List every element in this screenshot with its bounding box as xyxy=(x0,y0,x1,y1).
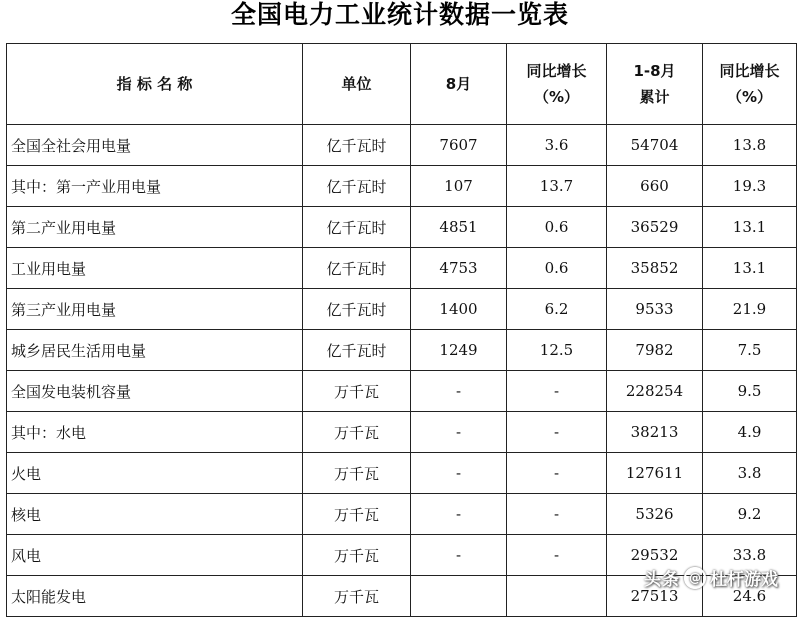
row-cumulative-yoy-value: 21.9 xyxy=(703,289,797,330)
table-row xyxy=(7,330,797,371)
row-cumulative-yoy-value: 24.6 xyxy=(703,576,797,617)
row-month-value: 7607 xyxy=(411,125,507,166)
row-cumulative-yoy-value: 3.8 xyxy=(703,453,797,494)
row-unit: 万千瓦 xyxy=(303,494,411,535)
row-month-value: 107 xyxy=(411,166,507,207)
header-cumulative xyxy=(607,44,703,125)
row-name: 其中：水电 xyxy=(7,412,303,453)
row-cumulative-value: 54704 xyxy=(607,125,703,166)
row-month-value: 4851 xyxy=(411,207,507,248)
table-row xyxy=(7,412,797,453)
row-month-value: 1400 xyxy=(411,289,507,330)
header-yoy xyxy=(507,44,607,125)
header-yoy-line2: （%） xyxy=(533,88,580,106)
row-cumulative-value: 36529 xyxy=(607,207,703,248)
row-cumulative-value: 35852 xyxy=(607,248,703,289)
row-unit: 亿千瓦时 xyxy=(303,166,411,207)
watermark-prefix: 头条 xyxy=(644,570,680,590)
row-yoy-value: - xyxy=(507,535,607,576)
row-cumulative-value: 38213 xyxy=(607,412,703,453)
row-name: 全国发电装机容量 xyxy=(7,371,303,412)
row-name: 风电 xyxy=(7,535,303,576)
row-month-value xyxy=(411,576,507,617)
row-yoy-value: - xyxy=(507,453,607,494)
row-month-value: - xyxy=(411,535,507,576)
row-yoy-value: 0.6 xyxy=(507,207,607,248)
row-cumulative-yoy-value: 13.1 xyxy=(703,207,797,248)
row-cumulative-value: 27513 xyxy=(607,576,703,617)
row-name: 第二产业用电量 xyxy=(7,207,303,248)
header-cum-line2: 累计 xyxy=(639,88,670,106)
row-cumulative-yoy-value: 7.5 xyxy=(703,330,797,371)
row-month-value: - xyxy=(411,453,507,494)
row-cumulative-yoy-value: 9.5 xyxy=(703,371,797,412)
row-cumulative-yoy-value: 13.1 xyxy=(703,248,797,289)
row-name: 火电 xyxy=(7,453,303,494)
header-month: 8月 xyxy=(411,44,507,125)
row-unit: 亿千瓦时 xyxy=(303,330,411,371)
row-unit: 万千瓦 xyxy=(303,453,411,494)
row-cumulative-value: 660 xyxy=(607,166,703,207)
row-name: 太阳能发电 xyxy=(7,576,303,617)
row-unit: 万千瓦 xyxy=(303,412,411,453)
header-unit: 单位 xyxy=(303,44,411,125)
row-yoy-value: 13.7 xyxy=(507,166,607,207)
table-row xyxy=(7,207,797,248)
row-yoy-value: 12.5 xyxy=(507,330,607,371)
row-name: 第三产业用电量 xyxy=(7,289,303,330)
page-title: 全国电力工业统计数据一览表 xyxy=(230,0,569,29)
header-yoy-line1: 同比增长 xyxy=(526,62,587,80)
row-yoy-value: - xyxy=(507,412,607,453)
row-cumulative-value: 228254 xyxy=(607,371,703,412)
row-name: 工业用电量 xyxy=(7,248,303,289)
row-yoy-value: - xyxy=(507,494,607,535)
row-month-value: 4753 xyxy=(411,248,507,289)
row-cumulative-value: 5326 xyxy=(607,494,703,535)
header-cumulative-yoy xyxy=(703,44,797,125)
row-month-value: - xyxy=(411,412,507,453)
table-header-row xyxy=(7,44,797,125)
header-cum-line1: 1-8月 xyxy=(633,62,676,80)
row-yoy-value: 6.2 xyxy=(507,289,607,330)
table-row xyxy=(7,453,797,494)
row-name: 核电 xyxy=(7,494,303,535)
row-name: 全国全社会用电量 xyxy=(7,125,303,166)
row-cumulative-value: 127611 xyxy=(607,453,703,494)
row-month-value: 1249 xyxy=(411,330,507,371)
at-icon: @ xyxy=(684,567,706,589)
row-cumulative-yoy-value: 4.9 xyxy=(703,412,797,453)
row-yoy-value: - xyxy=(507,371,607,412)
watermark xyxy=(644,565,778,590)
table-row xyxy=(7,494,797,535)
row-yoy-value: 3.6 xyxy=(507,125,607,166)
statistics-table xyxy=(6,43,797,617)
watermark-handle: 杜杆游戏 xyxy=(710,570,778,590)
row-unit: 亿千瓦时 xyxy=(303,125,411,166)
table-row xyxy=(7,125,797,166)
table-row xyxy=(7,248,797,289)
row-name: 其中：第一产业用电量 xyxy=(7,166,303,207)
table-row xyxy=(7,371,797,412)
row-month-value: - xyxy=(411,371,507,412)
row-unit: 万千瓦 xyxy=(303,576,411,617)
table-row xyxy=(7,289,797,330)
header-name: 指 标 名 称 xyxy=(7,44,303,125)
row-cumulative-value: 7982 xyxy=(607,330,703,371)
row-cumulative-value: 9533 xyxy=(607,289,703,330)
row-unit: 亿千瓦时 xyxy=(303,248,411,289)
table-row xyxy=(7,166,797,207)
row-name: 城乡居民生活用电量 xyxy=(7,330,303,371)
header-cum-yoy-line1: 同比增长 xyxy=(719,62,780,80)
row-unit: 亿千瓦时 xyxy=(303,289,411,330)
row-month-value: - xyxy=(411,494,507,535)
row-unit: 万千瓦 xyxy=(303,535,411,576)
row-unit: 亿千瓦时 xyxy=(303,207,411,248)
header-cum-yoy-line2: （%） xyxy=(726,88,773,106)
row-cumulative-yoy-value: 9.2 xyxy=(703,494,797,535)
row-cumulative-yoy-value: 13.8 xyxy=(703,125,797,166)
row-cumulative-yoy-value: 19.3 xyxy=(703,166,797,207)
row-unit: 万千瓦 xyxy=(303,371,411,412)
row-cumulative-yoy-value: 33.8 xyxy=(703,535,797,576)
row-yoy-value xyxy=(507,576,607,617)
row-yoy-value: 0.6 xyxy=(507,248,607,289)
row-cumulative-value: 29532 xyxy=(607,535,703,576)
